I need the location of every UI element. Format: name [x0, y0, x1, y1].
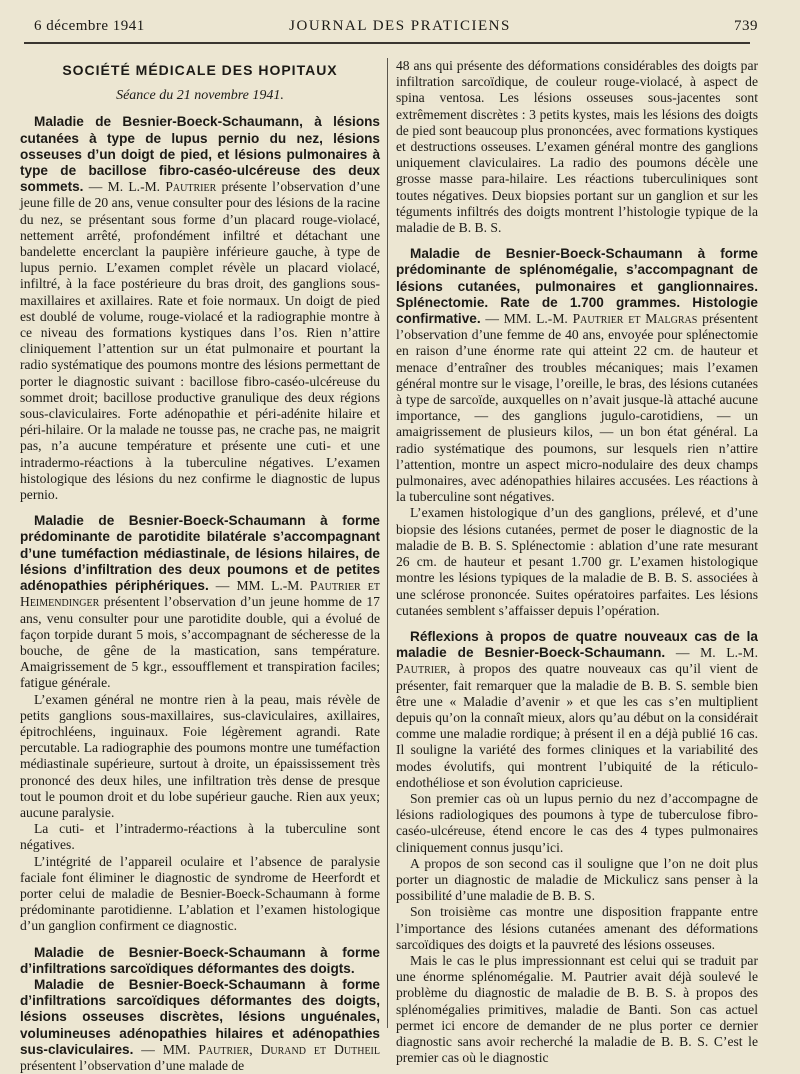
article-5-paragraph-2: Son premier cas où un lupus pernio du nez d’accompagne de lésions radiologiques des poumons à type de tuberculose fibro-caséo-ulcéreuse, étend encore le cas des 4 types pulmonaires cliniquement connus jusqu’ici. [396, 790, 758, 855]
article-2-paragraph-2: L’examen général ne montre rien à la peau, mais révèle de petits ganglions sous-maxillaires, sus-claviculaires, axillaires, épitrochléens, inguinaux. Foie légèrement agrandi. Rate percutable. La radiographie des poumons montre une tuméfaction médiastinale supérieure, surtout à droite, un épaississement très prononcé des deux hiles, une infiltration très dense de presque tout le poumon droit et du lobe supérieur gauche. Rien aux yeux; aucune paralysie. [20, 691, 380, 820]
article-1-heading: Maladie de Besnier-Boeck-Schaumann, à lésions cutanées à type de lupus pernio du nez, lésions osseuses d’un doigt de pied, et lésions pulmonaires à type de bacillose fibro-caséo-ulcéreuse des deux sommets. [20, 114, 380, 195]
article-5-paragraph-3: A propos de son second cas il souligne que l’on ne doit plus porter un diagnostic de maladie de Mickulicz sans penser à la possibilité d’une maladie de B. B. S. [396, 855, 758, 904]
issue-date: 6 décembre 1941 [34, 18, 145, 34]
running-header [30, 18, 770, 40]
session-date: Séance du 21 novembre 1941. [116, 88, 284, 104]
article-5: Réflexions à propos de quatre nouveaux cas de la maladie de Besnier-Boeck-Schaumann. — M. L.-M. Pautrier, à propos des quatre nouveaux cas qu’il vient de présenter, fait remarquer que la maladie de B. B. S. semble bien être une « Maladie d’avenir » et que les cas s’en multiplient depuis qu’on la connaît mieux, alors qu’au début on la considérait comme une maladie rordique; à présent il en a déjà publié 16 cas. Il souligne la variété des formes cliniques et la variabilité des modes évolutifs, qui montrent l’ubiquité de la réticulo-endothéliose et son évolution capricieuse. [396, 628, 759, 790]
article-3-text-start: présentent l’observation d’une malade de [20, 1057, 245, 1073]
article-5-heading: Réflexions à propos de quatre nouveaux cas de la maladie de Besnier-Boeck-Schaumann. [396, 628, 758, 661]
article-3-continuation: 48 ans qui présente des déformations considérables des doigts par infiltration sarcoïdique, de couleur rouge-violacé, à aspect de spina ventosa. Les lésions osseuses sous-jacentes sont extrêmement discrètes : 3 petits kystes, mais les lésions des doigts de pied sont beaucoup plus prononcées, avec formations kystiques et destructions osseuses. L’examen général montre des ganglions uniquement claviculaires. La radio des poumons décèle une grosse masse para-hilaire. Les réactions tuberculiniques sont toutes négatives. Deux biopsies portant sur un ganglion et sur les téguments infiltrés des doigts montrent l’histologie typique de la maladie de B. B. S. [396, 58, 758, 236]
article-4-text: présentent l’observation d’une femme de 40 ans, envoyée pour splénectomie en raison d’une énorme rate qui atteint 22 cm. de hauteur et menace d’entraîner des troubles mécaniques; mais l’examen général montre sur le visage, l’oreille, le bras, des lésions cutanées à type de sarcoïde, auxquelles on n’avait jusque-là attaché aucune importance, — des ganglions jugulo-carotidiens, — un amaigrissement de plusieurs kilos, — un bon état général. La radio systématique des poumons, sur lesquels rien n’attire l’attention, montre un aspect micro-nodulaire des deux champs pulmonaires, avec adénopathies hilaires accusées. Les réactions à la tuberculine sont négatives. [396, 311, 758, 505]
article-1: Maladie de Besnier-Boeck-Schaumann, à lésions cutanées à type de lupus pernio du nez, lésions osseuses d’un doigt de pied, et lésions pulmonaires à type de bacillose fibro-caséo-ulcéreuse des deux sommets. — M. L.-M. Pautrier présente l’observation d’une jeune fille de 20 ans, venue consulter pour des lésions de la racine du nez, se présentant sous forme d’un placard rouge-violacé, nettement arrêté, profondément infiltré et détachant une bandelette encerclant la paupière inférieure gauche, à type de lupus pernio. L’examen complet révèle un placard violacé, infiltré, à la face postérieure du bras droit, des ganglions sous-maxillaires et axillaires. Rate et foie normaux. Un doigt de pied est doublé de volume, rouge-violacé et la radiographie montre à ce niveau des formations kystiques dans l’os. Rien n’attire cliniquement l’attention sur un état pulmonaire et pourtant la radio systématique des poumons montre des lésions permettant de porter le diagnostic suivant : bacillose fibro-caséo-ulcéreuse du sommet droit; bacillose productive granulique des deux régions sous-claviculaires. Forte adénopathie et péri-adénite hilaire et péri-hilaire. Or la malade ne tousse pas, ne crache pas, ne maigrit pas, n’a aucune température et présente une cuti- et une intradermo-réactions à la tuberculine négatives. L’examen histologique des lésions du nez confirme le diagnostic de lupus pernio. [20, 114, 381, 503]
article-1-text: présente l’observation d’une jeune fille de 20 ans, venue consulter pour des lésions de la racine du nez, se présentant sous forme d’un placard rouge-violacé, nettement arrêté, profondément infiltré et détachant une bandelette encerclant la paupière inférieure gauche, à type de lupus pernio. L’examen complet révèle un placard violacé, infiltré, à la face postérieure du bras droit, des ganglions sous-maxillaires et axillaires. Rate et foie normaux. Un doigt de pied est doublé de volume, rouge-violacé et la radiographie montre à ce niveau des formations kystiques dans l’os. Rien n’attire cliniquement l’attention sur un état pulmonaire et pourtant la radio systématique des poumons montre des lésions permettant de porter le diagnostic suivant : bacillose fibro-caséo-ulcéreuse du sommet droit; bacillose productive granulique des deux régions sous-claviculaires. Forte adénopathie et péri-adénite hilaire et péri-hilaire. Or la malade ne tousse pas, ne crache pas, ne maigrit pas, n’a aucune température et présente une cuti- et une intradermo-réactions à la tuberculine négatives. L’examen histologique des lésions du nez confirme le diagnostic de lupus pernio. [20, 179, 381, 503]
article-4-paragraph-2: L’examen histologique d’un des ganglions, prélevé, et d’une biopsie des lésions cutanées, permet de poser le diagnostic de la maladie de B. B. S. Splénectomie : ablation d’une rate mesurant 26 cm. de hauteur et pesant 1.700 gr. L’examen histologique montre les lésions typiques de la maladie de B. B. S. associées à une sclérose prononcée. Suites opératoires parfaites. Les lésions cutanées semblent s’affaisser depuis l’opération. [396, 505, 758, 618]
header-rule [24, 42, 750, 44]
left-column [20, 58, 381, 1073]
article-3-heading-b: Maladie de Besnier-Boeck-Schaumann à forme d’infiltrations sarcoïdiques déformantes des doigts, lésions osseuses discrètes, lésions unguénales, volumineuses adénopathies hilaires et adénopathies sus-claviculaires. [20, 976, 380, 1057]
journal-title: JOURNAL DES PRATICIENS [289, 18, 511, 34]
article-2-authors: MM. L.-M. Pautrier et Heimendinger [20, 578, 380, 610]
article-3-authors: MM. Pautrier, Durand et Dutheil [162, 1041, 380, 1057]
article-4-authors: MM. L.-M. Pautrier et Malgras [503, 311, 698, 327]
article-1-authors: M. L.-M. Pautrier [107, 179, 217, 195]
article-2: Maladie de Besnier-Boeck-Schaumann à forme prédominante de parotidite bilatérale s’accompagnant d’une tuméfaction médiastinale, de lésions hilaires, de lésions d’infiltration des deux poumons et de petites adénopathies périphériques. — MM. L.-M. Pautrier et Heimendinger présentent l’observation d’un jeune homme de 17 ans, venu consulter pour une parotidite double, qui a évolué de façon torpide durant 5 mois, s’accompagnant de sécheresse de la bouche, de gêne de la mastication, sans température. Amaigrissement de 5 kgr., essoufflement et transpiration faciles; fatigue générale. [20, 513, 380, 691]
article-3-heading-a: Maladie de Besnier-Boeck-Schaumann à forme d’infiltrations sarcoïdiques déformantes des doigts. [20, 944, 380, 976]
society-title: SOCIÉTÉ MÉDICALE DES HOPITAUX [62, 62, 338, 78]
article-4-heading: Maladie de Besnier-Boeck-Schaumann à forme prédominante de splénomégalie, s’accompagnant de lésions cutanées, pulmonaires et ganglionnaires. Splénectomie. Rate de 1.700 grammes. Histologie confirmative. [396, 246, 758, 327]
article-2-heading: Maladie de Besnier-Boeck-Schaumann à forme prédominante de parotidite bilatérale s’accompagnant d’une tuméfaction médiastinale, de lésions hilaires, de lésions d’infiltration des deux poumons et de petites adénopathies périphériques. [20, 513, 380, 594]
article-3: Maladie de Besnier-Boeck-Schaumann à forme d’infiltrations sarcoïdiques déformantes des doigts, lésions osseuses discrètes, lésions unguénales, volumineuses adénopathies hilaires et adénopathies sus-claviculaires. — MM. Pautrier, Durand et Dutheil présentent l’observation d’une malade de [20, 976, 380, 1073]
article-5-paragraph-5: Mais le cas le plus impressionnant est celui qui se traduit par une énorme splénomégalie. M. Pautrier avait déjà soulevé le problème du diagnostic de maladie de B. B. S. à propos des splénomégalies primitives, maladie de Banti. Son cas actuel permet ici encore de demander de ne plus porter ce dernier diagnostic sans avoir recherché la maladie de B. B. S. C’est le premier cas où le diagnostic [396, 952, 758, 1066]
article-4: Maladie de Besnier-Boeck-Schaumann à forme prédominante de splénomégalie, s’accompagnant de lésions cutanées, pulmonaires et ganglionnaires. Splénectomie. Rate de 1.700 grammes. Histologie confirmative. — MM. L.-M. Pautrier et Malgras présentent l’observation d’une femme de 40 ans, envoyée pour splénectomie en raison d’une énorme rate qui atteint 22 cm. de hauteur et menace d’entraîner des troubles mécaniques; mais l’examen général montre sur le visage, l’oreille, le bras, des lésions cutanées à type de sarcoïde, auxquelles on n’avait jusque-là attaché aucune importance, — des ganglions jugulo-carotidiens, — un amaigrissement de plusieurs kilos, — un bon état général. La radio systématique des poumons, sur lesquels rien n’attire l’attention, montre un aspect micro-nodulaire des deux champs pulmonaires, avec adénopathies hilaires accusées. Les réactions à la tuberculine sont négatives. [396, 246, 758, 505]
page-number: 739 [734, 18, 758, 34]
article-5-authors: M. L.-M. Pautrier, [396, 645, 758, 677]
article-5-text: à propos des quatre nouveaux cas qu’il vient de présenter, fait remarquer que la maladie de B. B. S. semble bien être une « Maladie d’avenir » et que les cas s’en multiplient depuis qu’on la connaît mieux, alors qu’au début on la considérait comme une maladie rordique; à présent il en a déjà publié 16 cas. Il souligne la variété des formes cliniques et la variabilité des modes évolutifs, qui montrent l’ubiquité de la réticulo-endothéliose et son évolution capricieuse. [396, 661, 759, 790]
article-2-paragraph-4: L’intégrité de l’appareil oculaire et l’absence de paralysie faciale font éliminer le diagnostic de syndrome de Heerfordt et porter celui de maladie de Besnier-Boeck-Schaumann à forme prédominante parotidienne. L’ablation et l’examen histologique d’un ganglion confirment ce diagnostic. [20, 853, 380, 934]
article-2-text: présentent l’observation d’un jeune homme de 17 ans, venu consulter pour une parotidite double, qui a évolué de façon torpide durant 5 mois, s’accompagnant de sécheresse de la bouche, de gêne de la mastication, sans température. Amaigrissement de 5 kgr., essoufflement et transpiration faciles; fatigue générale. [20, 594, 380, 691]
article-3-heading-a-para [20, 945, 380, 977]
right-column [396, 58, 759, 1066]
column-divider [387, 58, 388, 1028]
article-2-paragraph-3: La cuti- et l’intradermo-réactions à la tuberculine sont négatives. [20, 821, 380, 853]
article-5-paragraph-4: Son troisième cas montre une disposition frappante entre l’importance des lésions cutanées amenant des déformations sarcoïdiques des doigts et la pauvreté des lésions osseuses. [396, 904, 758, 952]
